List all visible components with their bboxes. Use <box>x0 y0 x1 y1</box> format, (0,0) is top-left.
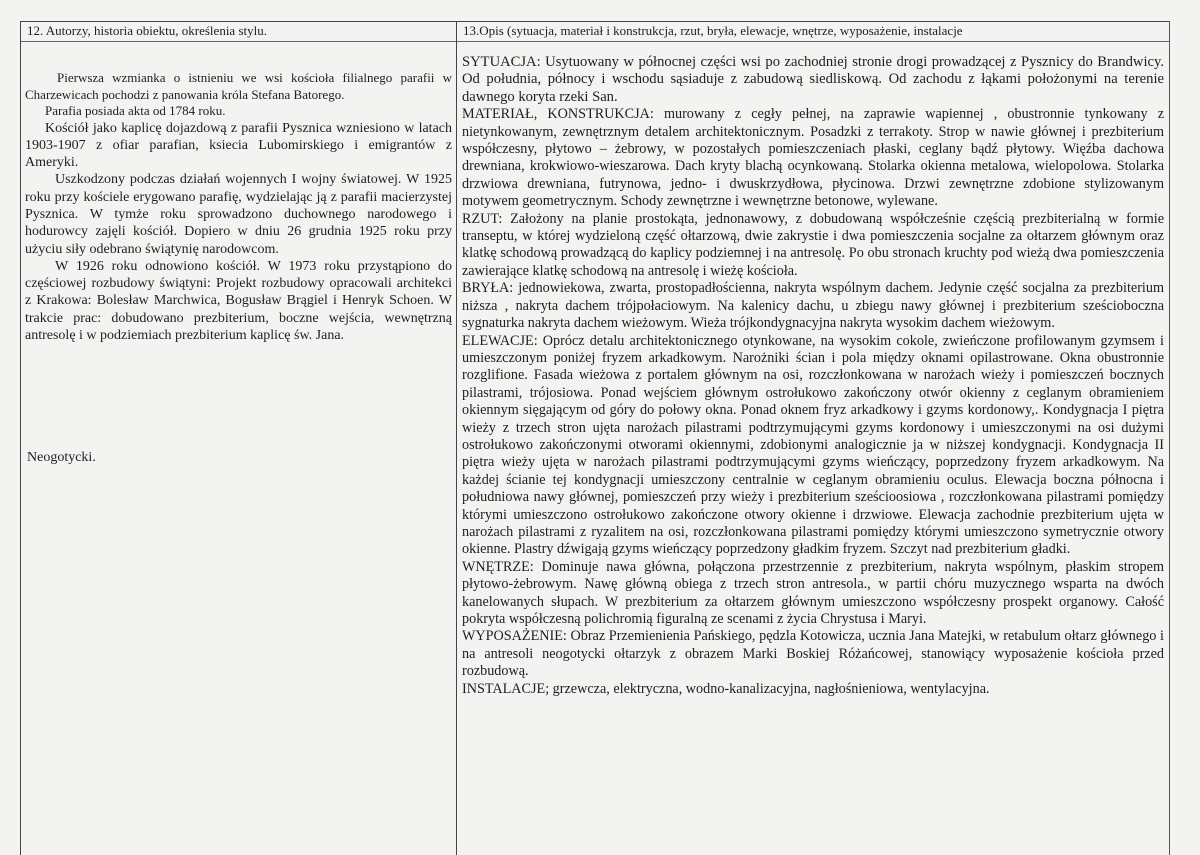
style-designation: Neogotycki. <box>27 450 96 465</box>
section-13-header: 13.Opis (sytuacja, materiał i konstrukcja, rzut, bryła, elewacje, wnętrze, wyposażenie, instalacje <box>463 23 963 38</box>
description-situation: SYTUACJA: Usytuowany w północnej części wsi po zachodniej stronie drogi prowadzącej z Pysznicy do Brandwicy. Od południa, północy i wschodu sąsiaduje z zabudową siedliskową. Od zachodu z łąkami położonymi na terenie dawnego koryta rzeki San. <box>462 54 1164 105</box>
history-paragraph-1: Pierwsza wzmianka o istnieniu we wsi kościoła filialnego parafii w Charzewicach pochodzi z panowania króla Stefana Batorego. <box>25 70 452 102</box>
column-divider <box>456 21 457 855</box>
description-furnishings: WYPOSAŻENIE: Obraz Przemienienia Pańskiego, pędzla Kotowicza, ucznia Jana Matejki, w retabulum ołtarz głównego i na antresoli neogotycki ołtarzyk z obrazem Marki Boskiej Różańcowej, stanowiący wyposażenie kościoła przed rozbudową. <box>462 628 1164 680</box>
history-column <box>25 70 452 344</box>
history-paragraph-4: Uszkodzony podczas działań wojennych I wojny światowej. W 1925 roku przy kościele erygowano parafię, wydzielając ją z parafii macierzystej Pysznica. W tymże roku sprowadzono duchownego narodowego i hodurowcy zajęli kościół. Dopiero w dniu 26 grudnia 1925 roku przy użyciu siły odebrano świątynię narodowcom. <box>25 172 452 257</box>
description-massing: BRYŁA: jednowiekowa, zwarta, prostopadłościenna, nakryta wspólnym dachem. Jedynie część socjalna za prezbiterium niższa , nakryta dachem trójpołaciowym. Na kalenicy dachu, u zbiegu nawy głównej i prezbiterium sześcioboczna sygnaturka nakryta dachem wieżowym. Wieża trójkondygnacyjna nakryta wysokim dachem wieżowym. <box>462 280 1164 332</box>
description-column <box>462 54 1164 698</box>
table-right-border <box>1169 21 1170 855</box>
description-interior: WNĘTRZE: Dominuje nawa główna, połączona przestrzennie z prezbiterium, nakryta wspólnym, płaskim stropem płytowo-żebrowym. Nawę główną obiega z trzech stron antresola., w partii chóru muzycznego wsparta na dwóch kanelowanych słupach. W prezbiterium za ołtarzem głównym umieszczono współczesny prospekt organowy. Całość pokryta współczesną polichromią figuralną ze scenami z życia Chrystusa i Maryi. <box>462 558 1164 627</box>
description-installations: INSTALACJE; grzewcza, elektryczna, wodno-kanalizacyjna, nagłośnieniowa, wentylacyjna. <box>462 680 990 697</box>
section-12-header: 12. Autorzy, historia obiektu, określenia stylu. <box>27 23 267 38</box>
description-plan: RZUT: Założony na planie prostokąta, jednonawowy, z dobudowaną współcześnie częścią prezbiterialną w formie transeptu, w której wydzieloną część ołtarzową, dwie zakrystie i dwa pomieszczenia socjalne za ołtarzem głównym oraz klatkę schodową prowadzącą do kaplicy podziemnej i na antresolę. Po obu stronach kruchty pod wieżą dwa pomieszczenia zawierające klatkę schodową na antresolę i wieżę kościoła. <box>462 210 1164 279</box>
history-paragraph-2: Parafia posiada akta od 1784 roku. <box>45 103 226 118</box>
description-material: MATERIAŁ, KONSTRUKCJA: murowany z cegły pełnej, na zaprawie wapiennej , obustronnie tynkowany z nietynkowanym, zewnętrznym detalem architektonicznym. Posadzki z terrakoty. Strop w nawie głównej i prezbiterium współczesny, płytowo – żebrowy, w pozostałych pomieszczeniach płaski, ceglany bądź płytowy. Więźba dachowa drewniana, krokwiowo-wieszarowa. Dach kryty blachą ocynkowaną. Stolarka okienna metalowa, wielopolowa. Stolarka drzwiowa drewniana, futrynowa, jedno- i dwuskrzydłowa, płycinowa. Drzwi zewnętrzne zdobione stylizowanym motywem geometrycznym. Schody zewnętrzne i wewnętrzne betonowe, wylewane. <box>462 106 1164 210</box>
history-paragraph-3: Kościół jako kaplicę dojazdową z parafii Pysznica wzniesiono w latach 1903-1907 z ofiar parafian, ksiecia Lubomirskiego i emigrantów z Ameryki. <box>25 120 452 171</box>
description-elevations: ELEWACJE: Oprócz detalu architektonicznego otynkowane, na wysokim cokole, zwieńczone profilowanym gzymsem i umieszczonym poniżej fryzem arkadkowym. Narożniki ścian i pola między oknami opilastrowane. Okna obustronnie rozglifione. Fasada wieżowa z portalem głównym na osi, rozczłonkowana w narożach wieży i pomieszczeń bocznych pilastrami, trójosiowa. Ponad wejściem głównym ostrołukowo zakończony otwór okienny z ceglanym obramieniem okiennym sięgającym od góry do połowy okna. Ponad oknem fryz arkadkowy i gzyms kordonowy,. Kondygnacja I piętra wieży z trzech stron ujęta narożach pilastrami podtrzymującymi gzyms kordonowy i umieszczonymi na osi dużymi ostrołukowo zakończonymi otworami okiennymi, zdobionymi analogicznie ja w niższej kondygnacji. Kondygnacja II piętra wieży ujęta w narożach pilastrami podtrzymującymi gzyms wieńczący, poprzedzony fryzem arkadkowym. Na każdej ścianie tej kondygnacji umieszczony centralnie w ceglanym obramieniu oculus. Elewacja boczna północna i południowa nawy głównej, pomieszczeń przy wieży i prezbiterium sześcioosiowa , rozczłonkowana pilastrami pomiędzy którymi umieszczono ostrołukowo zakończone otwory okienne i drzwiowe. Elewacja zachodnie prezbiterium ujęta w narożach pilastrami z ryzalitem na osi, rozczłonkowana pilastrami pomiędzy którymi umieszczono symetrycznie otwory okienne. Plastry dźwigają gzyms wieńczący poprzedzony gładkim fryzem. Szczyt nad prezbiterium gładki. <box>462 332 1164 558</box>
table-top-border <box>20 21 1170 22</box>
header-row-divider <box>20 41 1170 42</box>
history-paragraph-5: W 1926 roku odnowiono kościół. W 1973 roku przystąpiono do częściowej rozbudowy świątyni: Projekt rozbudowy opracowali architekci z Krakowa: Bolesław Marchwica, Bogusław Brągiel i Henryk Schoen. W trakcie prac: dobudowano prezbiterium, boczne wejścia, wewnętrzną antresolę i w podziemiach prezbiterium kaplicę św. Jana. <box>25 258 452 344</box>
table-left-border <box>20 21 21 855</box>
